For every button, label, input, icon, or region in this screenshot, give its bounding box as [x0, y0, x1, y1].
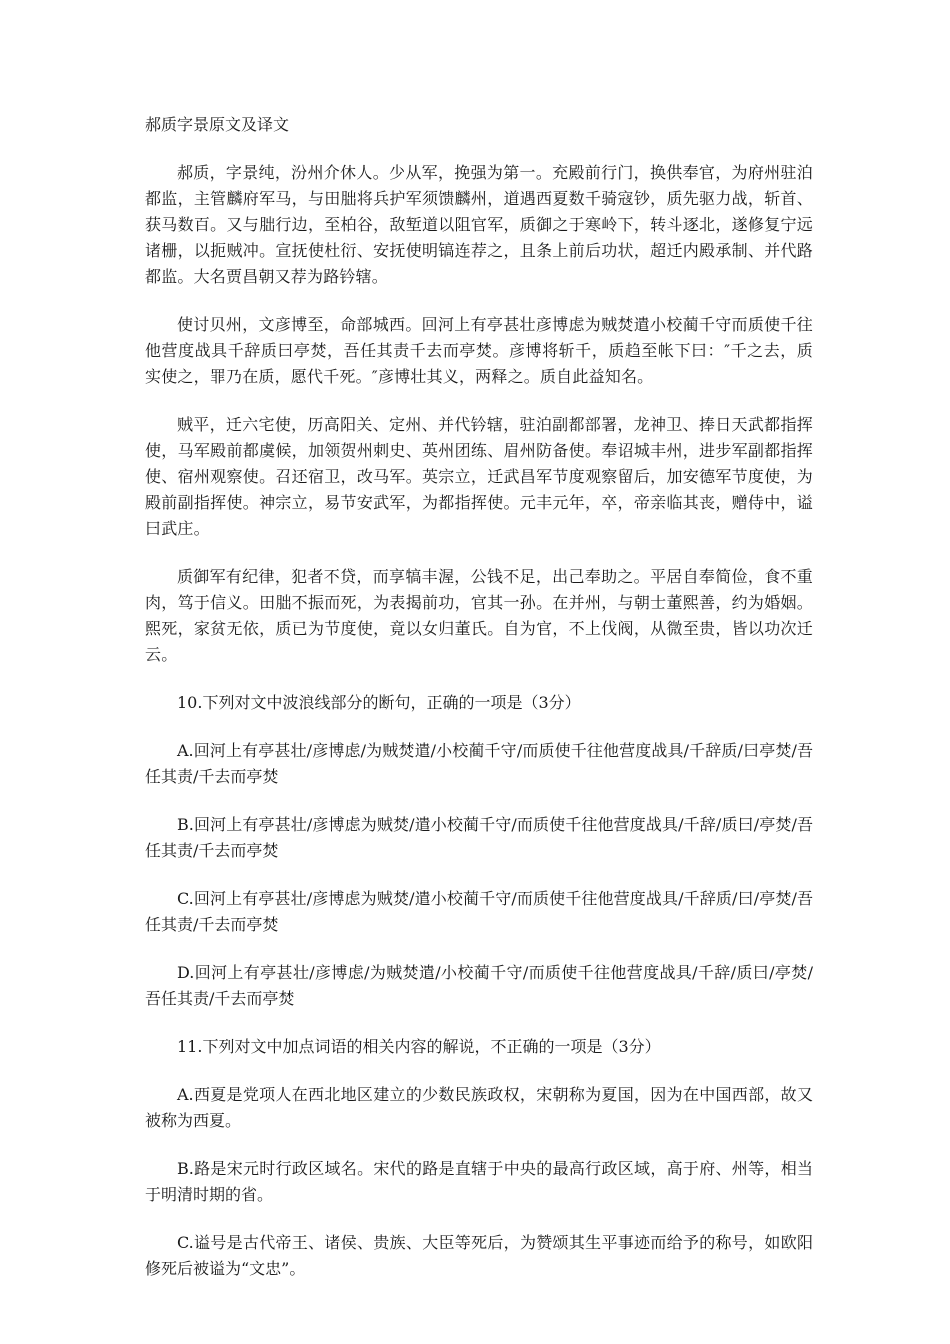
question-10-option-c: C.回河上有亭甚壮/彦博虑为贼焚/遣小校蔺千守/而质使千往他营度战具/千辞质/曰/亭焚/吾任其责/千去而亭焚: [145, 889, 813, 934]
document-title: 郝质字景原文及译文: [145, 115, 290, 134]
question-10-stem: 10.下列对文中波浪线部分的断句，正确的一项是（3分）: [177, 693, 581, 712]
question-11-option-b: B.路是宋元时行政区域名。宋代的路是直辖于中央的最高行政区域，高于府、州等，相当于明清时期的省。: [145, 1159, 813, 1204]
paragraph-2: 使讨贝州，文彦博至，命部城西。回河上有亭甚壮彦博虑为贼焚遣小校蔺千守而质使千往他营度战具千辞质曰亭焚，吾任其责千去而亭焚。彦博将斩千，质趋至帐下曰：″千之去，质实使之，罪乃在质，愿代千死。″彦博壮其义，两释之。质自此益知名。: [145, 315, 813, 386]
paragraph-4: 质御军有纪律，犯者不贷，而享犒丰渥，公钱不足，出己奉助之。平居自奉简俭，食不重肉，笃于信义。田朏不振而死，为表揭前功，官其一孙。在并州，与朝士董熙善，约为婚姻。熙死，家贫无依，质已为节度使，竟以女归董氏。自为官，不上伐阀，从微至贵，皆以功次迁云。: [145, 567, 813, 664]
question-10-option-a: A.回河上有亭甚壮/彦博虑/为贼焚遣/小校蔺千守/而质使千往他营度战具/千辞质/曰亭焚/吾任其责/千去而亭焚: [145, 741, 813, 786]
paragraph-1: 郝质，字景纯，汾州介休人。少从军，挽强为第一。充殿前行门，换供奉官，为府州驻泊都监，主管麟府军马，与田朏将兵护军须馈麟州，道遇西夏数千骑寇钞，质先驱力战，斩首、获马数百。又与朏行边，至柏谷，敌堑道以阻官军，质御之于寒岭下，转斗逐北，遂修复宁远诸栅，以扼贼冲。宣抚使杜衍、安抚使明镐连荐之，且条上前后功状，超迁内殿承制、并代路都监。大名贾昌朝又荐为路钤辖。: [145, 163, 813, 286]
question-11-option-a: A.西夏是党项人在西北地区建立的少数民族政权，宋朝称为夏国，因为在中国西部，故又被称为西夏。: [145, 1085, 813, 1130]
question-11-stem: 11.下列对文中加点词语的相关内容的解说，不正确的一项是（3分）: [177, 1037, 661, 1056]
question-11: [145, 1034, 813, 1282]
question-10: [145, 690, 813, 1012]
question-10-option-b: B.回河上有亭甚壮/彦博虑为贼焚/遣小校蔺千守/而质使千往他营度战具/千辞/质曰/亭焚/吾任其责/千去而亭焚: [145, 815, 813, 860]
document-page: [145, 112, 813, 1304]
paragraph-3: 贼平，迁六宅使，历高阳关、定州、并代钤辖，驻泊副都部署，龙神卫、捧日天武都指挥使，马军殿前都虞候，加领贺州刺史、英州团练、眉州防备使。奉诏城丰州，进步军副都指挥使、宿州观察使。召还宿卫，改马军。英宗立，迁武昌军节度观察留后，加安德军节度使，为殿前副指挥使。神宗立，易节安武军，为都指挥使。元丰元年，卒，帝亲临其丧，赠侍中，谥曰武庄。: [145, 415, 813, 538]
question-11-option-c: C.谥号是古代帝王、诸侯、贵族、大臣等死后，为赞颂其生平事迹而给予的称号，如欧阳修死后被谥为“文忠”。: [145, 1233, 813, 1278]
question-10-option-d: D.回河上有亭甚壮/彦博虑/为贼焚遣/小校蔺千守/而质使千往他营度战具/千辞/质曰/亭焚/吾任其责/千去而亭焚: [145, 963, 813, 1008]
